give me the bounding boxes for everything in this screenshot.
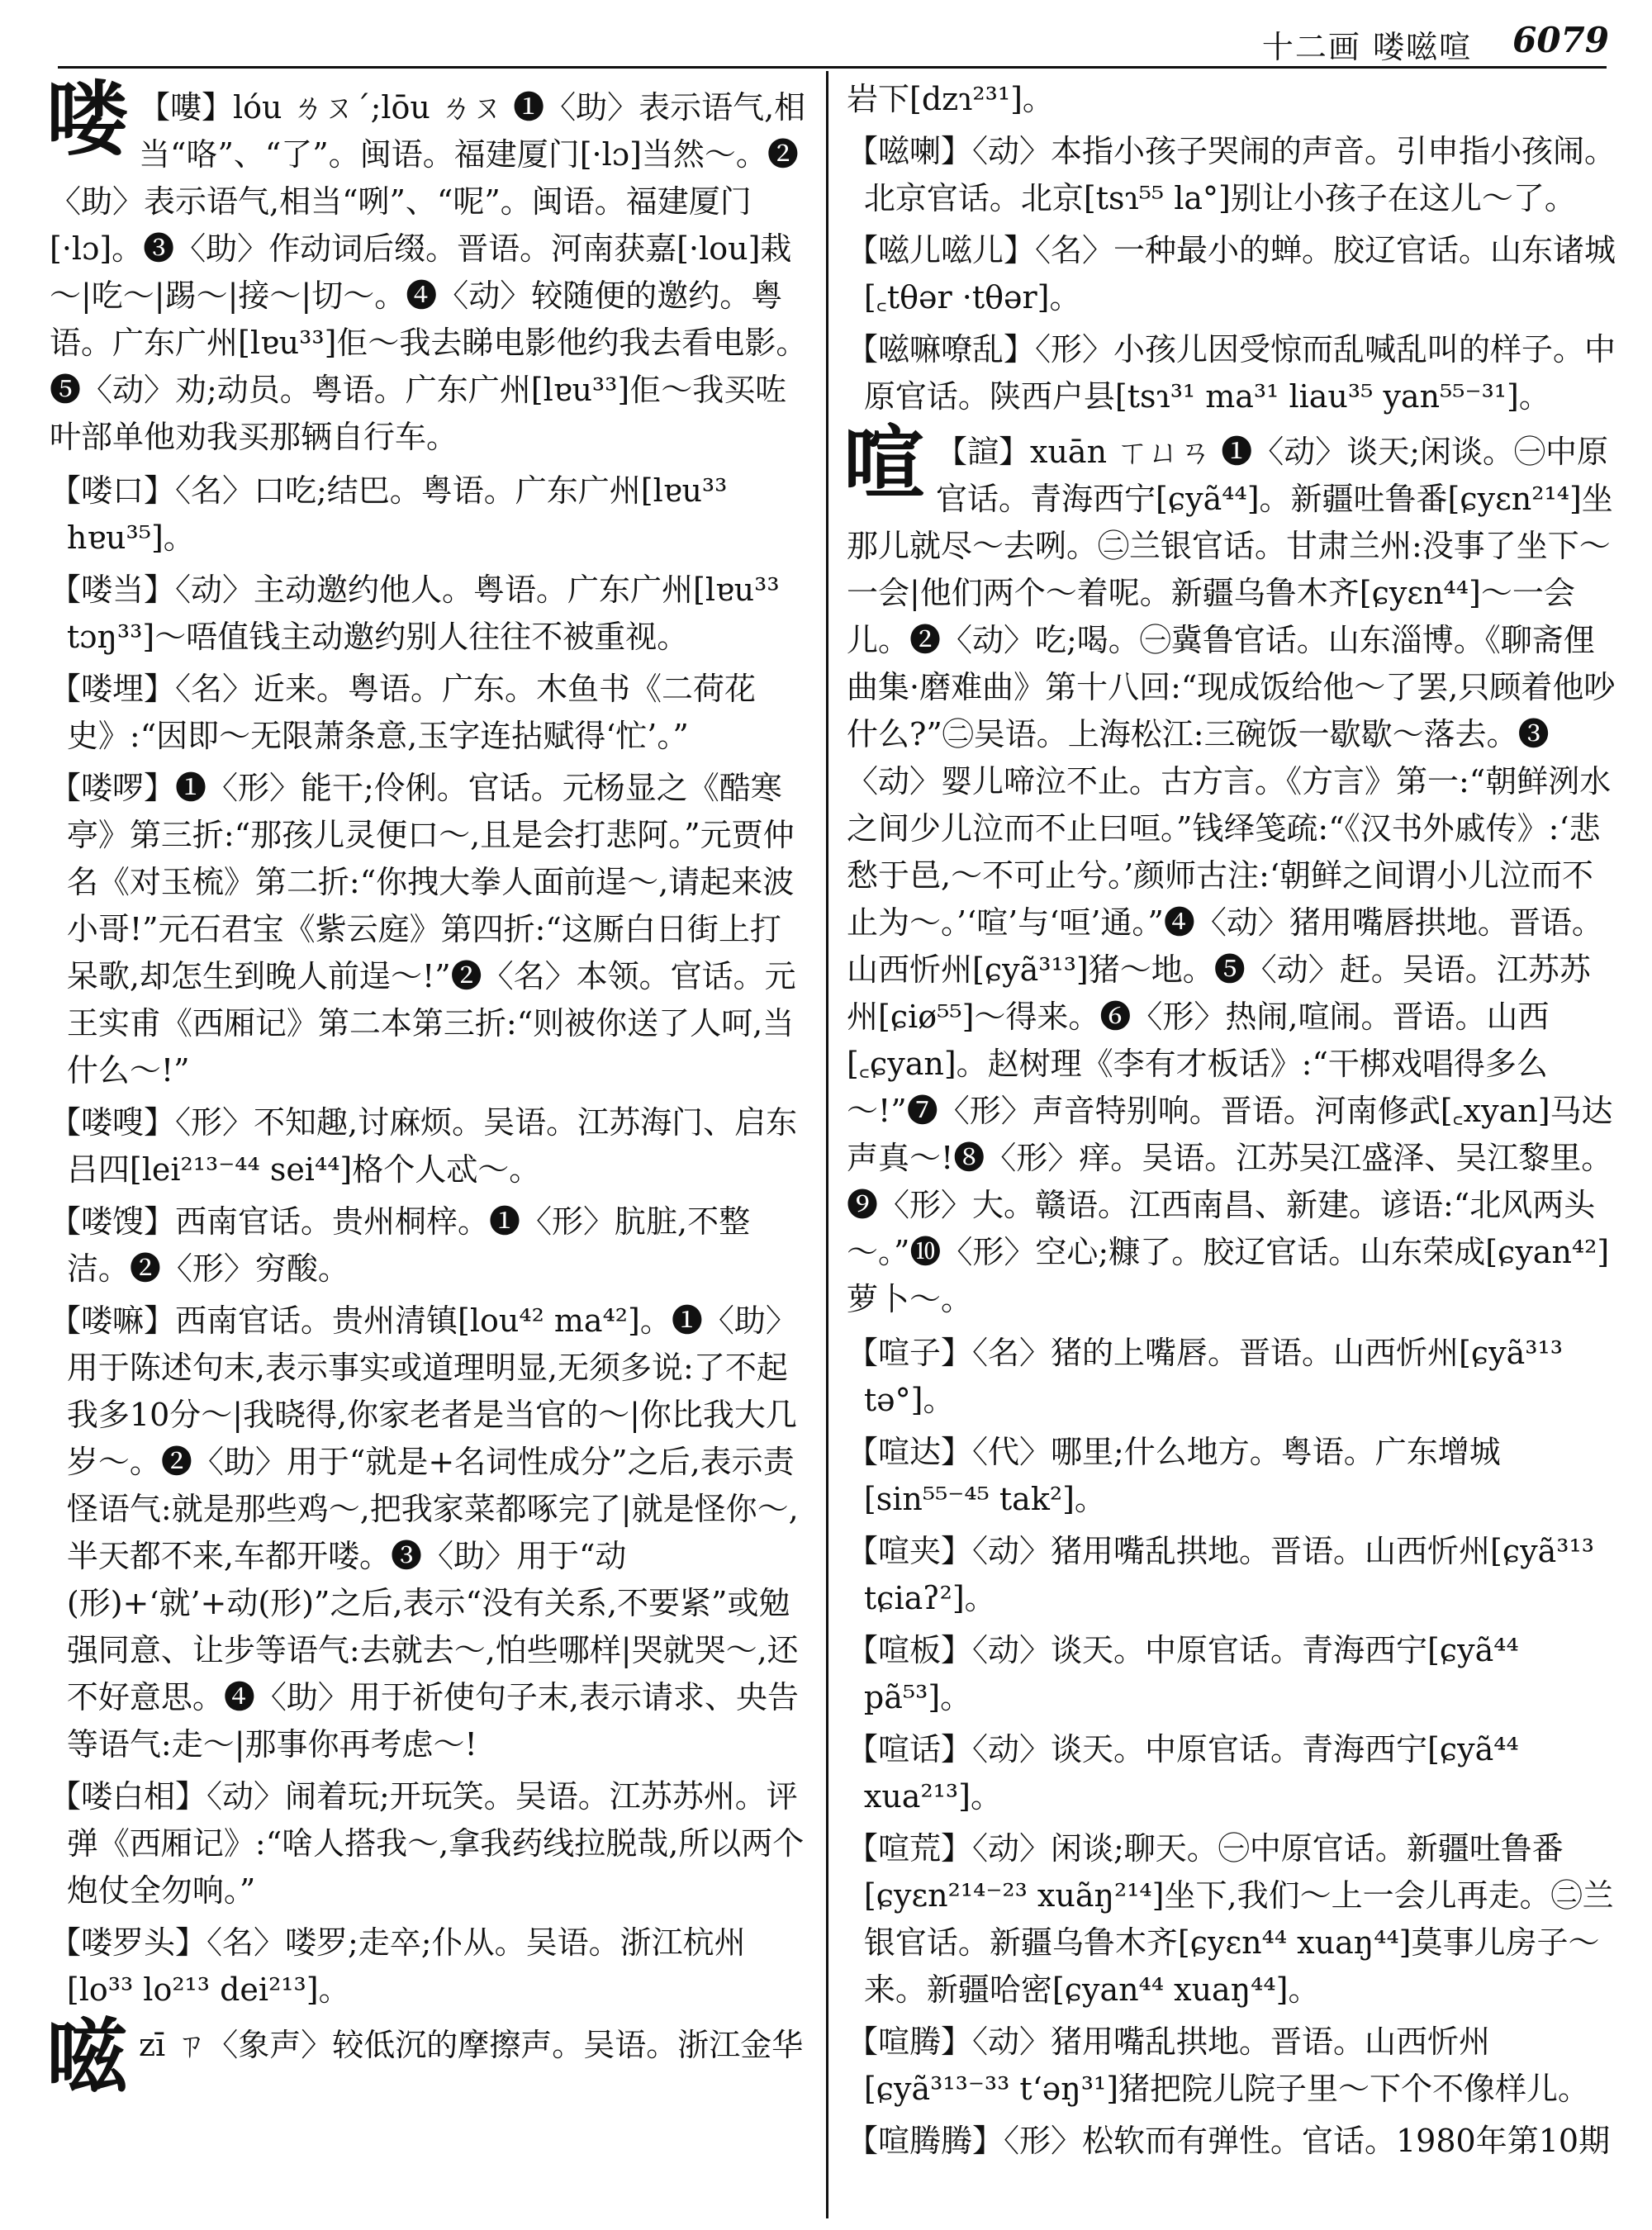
entry: 【喽白相】〈动〉闹着玩;开玩笑。吴语。江苏苏州。评弹《西厢记》:“啥人搭我～,拿我药线拉脱哉,所以两个炮仗全勿响。” xyxy=(50,1778,805,1909)
entry: 【喽嘛】西南官话。贵州清镇[lou⁴² ma⁴²]。❶〈助〉用于陈述句末,表示事实或道理明显,无须多说:了不起我多10分～|我晓得,你家老者是当官的～|你比我大几岁～。❷〈助〉用于“就是+名词性成分”之后,表示责怪语气:就是那些鸡～,把我家菜都啄完了|就是怪你～,半天都不来,车都开喽。❸〈助〉用于“动(形)+‘就’+动(形)”之后,表示“没有关系,不要紧”或勉强同意、让步等语气:去就去～,怕些哪样|哭就哭～,还不好意思。❹〈助〉用于祈使句子末,表示请求、央告等语气:走～|那事你再考虑～! xyxy=(50,1302,799,1763)
headword-definition: 【嘍】lóu ㄌㄡˊ;lōu ㄌㄡ ❶〈助〉表示语气,相当“咯”、“了”。闽语。福建厦门[·lɔ]当然～。❷〈助〉表示语气,相当“咧”、“呢”。闽语。福建厦门[·lɔ]。❸〈助〉作动词后缀。晋语。河南获嘉[·lou]栽～|吃～|踢～|接～|切～。❹〈动〉较随便的邀约。粤语。广东广州[lɐu³³]佢～我去睇电影他约我去看电影。❺〈动〉劝;动员。粤语。广东广州[lɐu³³]佢～我买咗叶部单他劝我买那辆自行车。 xyxy=(50,89,808,455)
header-rule xyxy=(58,66,1607,69)
entry: 【喧腾】〈动〉猪用嘴乱拱地。晋语。山西忻州[ɕyã³¹³⁻³³ tʻəŋ³¹]猪把院儿院子里～下个不像样儿。 xyxy=(847,2024,1590,2107)
left-column xyxy=(46,72,809,2104)
headword-char: 喧 xyxy=(843,416,925,511)
column-divider xyxy=(826,71,828,2218)
entry: 【喧腾腾】〈形〉松软而有弹性。官话。1980年第10期 xyxy=(847,2123,1611,2159)
entry: 【喽埋】〈名〉近来。粤语。广东。木鱼书《二荷花史》:“因即～无限萧条意,玉字连拈赋得‘忙’。” xyxy=(50,671,757,754)
entry: 【喧板】〈动〉谈天。中原官话。青海西宁[ɕyã⁴⁴ pã⁵³]。 xyxy=(847,1632,1519,1715)
entry: 【喧话】〈动〉谈天。中原官话。青海西宁[ɕyã⁴⁴ xua²¹³]。 xyxy=(847,1731,1519,1815)
headword-block-lou xyxy=(46,72,809,461)
entry: 【喧荒】〈动〉闲谈;聊天。㊀中原官话。新疆吐鲁番[ɕyɛn²¹⁴⁻²³ xuãŋ²¹⁴]坐下,我们～上一会儿再走。㊁兰银官话。新疆乌鲁木齐[ɕyɛn⁴⁴ xuaŋ⁴⁴]莫事儿房子～来。新疆哈密[ɕyan⁴⁴ xuaŋ⁴⁴]。 xyxy=(847,1830,1614,2008)
entry: 【喧达】〈代〉哪里;什么地方。粤语。广东增城[sin⁵⁵⁻⁴⁵ tak²]。 xyxy=(847,1434,1501,1517)
entry: 【喽当】〈动〉主动邀约他人。粤语。广东广州[lɐu³³ tɔŋ³³]～唔值钱主动邀约别人往往不被重视。 xyxy=(50,572,780,655)
entry: 【嗞喇】〈动〉本指小孩子哭闹的声音。引申指小孩闹。北京官话。北京[tsɿ⁵⁵ la°]别让小孩子在这儿～了。 xyxy=(847,133,1616,216)
page-number: 6079 xyxy=(1512,20,1609,60)
entry: 【喽口】〈名〉口吃;结巴。粤语。广东广州[lɐu³³ hɐu³⁵]。 xyxy=(50,472,728,556)
entry: 【喽啰】❶〈形〉能干;伶俐。官话。元杨显之《酷寒亭》第三折:“那孩儿灵便口～,且是会打悲阿。”元贾仲名《对玉梳》第二折:“你拽大拳人面前逞～,请起来波小哥!”元石君宝《紫云庭》第四折:“这厮白日街上打呆歌,却怎生到晚人前逞～!”❷〈名〉本领。官话。元王实甫《西厢记》第二本第三折:“则被你送了人呵,当什么～!” xyxy=(50,770,796,1089)
entry: 【嗞儿嗞儿】〈名〉一种最小的蝉。胶辽官话。山东诸城[꜀tθər ·tθər]。 xyxy=(847,232,1616,316)
running-head: 十二画 喽嗞喧 xyxy=(1261,29,1472,65)
entry: 【喧子】〈名〉猪的上嘴唇。晋语。山西忻州[ɕyã³¹³ tə°]。 xyxy=(847,1335,1563,1418)
entry: 【喽嗖】〈形〉不知趣,讨麻烦。吴语。江苏海门、启东吕四[lei²¹³⁻⁴⁴ sei⁴⁴]格个人忒～。 xyxy=(50,1104,798,1188)
headword-definition: 【諠】xuān ㄒㄩㄢ ❶〈动〉谈天;闲谈。㊀中原官话。青海西宁[ɕyã⁴⁴]。新疆吐鲁番[ɕyɛn²¹⁴]坐那儿就尽～去咧。㊁兰银官话。甘肃兰州:没事了坐下～一会|他们两个～着呢。新疆乌鲁木齐[ɕyɛn⁴⁴]～一会儿。❷〈动〉吃;喝。㊀冀鲁官话。山东淄博。《聊斋俚曲集·磨难曲》第十八回:“现成饭给他～了罢,只顾着他吵什么?”㊁吴语。上海松江:三碗饭一歇歇～落去。❸〈动〉婴儿啼泣不止。古方言。《方言》第一:“朝鲜洌水之间少儿泣而不止曰咺。”钱绎笺疏:“《汉书外戚传》:‘悲愁于邑,～不可止兮。’颜师古注:‘朝鲜之间谓小儿泣而不止为～。’‘喧’与‘咺’通。”❹〈动〉猪用嘴唇拱地。晋语。山西忻州[ɕyã³¹³]猪～地。❺〈动〉赶。吴语。江苏苏州[ɕiø⁵⁵]～得来。❻〈形〉热闹,喧闹。晋语。山西[꜀ɕyan]。赵树理《李有才板话》:“干梆戏唱得多么～!”❼〈形〉声音特别响。晋语。河南修武[꜀xyan]马达声真～!❽〈形〉痒。吴语。江苏吴江盛泽、吴江黎里。❾〈形〉大。赣语。江西南昌、新建。谚语:“北风两头～。”❿〈形〉空心;糠了。胶辽官话。山东荣成[ɕyan⁴²]萝卜～。 xyxy=(847,434,1616,1317)
headword-block-zi xyxy=(46,2009,809,2104)
entry-continuation: 岩下[dzɿ²³¹]。 xyxy=(847,81,1054,117)
entry: 【喽馊】西南官话。贵州桐梓。❶〈形〉肮脏,不整洁。❷〈形〉穷酸。 xyxy=(50,1203,751,1287)
entry: 【喧夹】〈动〉猪用嘴乱拱地。晋语。山西忻州[ɕyã³¹³ tɕiaʔ²]。 xyxy=(847,1533,1594,1616)
headword-block-xuan xyxy=(843,416,1619,1323)
right-column xyxy=(843,76,1619,2170)
headword-definition: zī ㄗ〈象声〉较低沉的摩擦声。吴语。浙江金华 xyxy=(139,2027,804,2063)
entry: 【嗞嘛嘹乱】〈形〉小孩儿因受惊而乱喊乱叫的样子。中原官话。陕西户县[tsɿ³¹ ma³¹ liau³⁵ yan⁵⁵⁻³¹]。 xyxy=(847,331,1616,415)
headword-char: 喽 xyxy=(46,72,128,167)
entry: 【喽罗头】〈名〉喽罗;走卒;仆从。吴语。浙江杭州[lo³³ lo²¹³ dei²¹³]。 xyxy=(50,1924,746,2008)
page-header xyxy=(0,15,1652,66)
headword-char: 嗞 xyxy=(46,2009,128,2104)
